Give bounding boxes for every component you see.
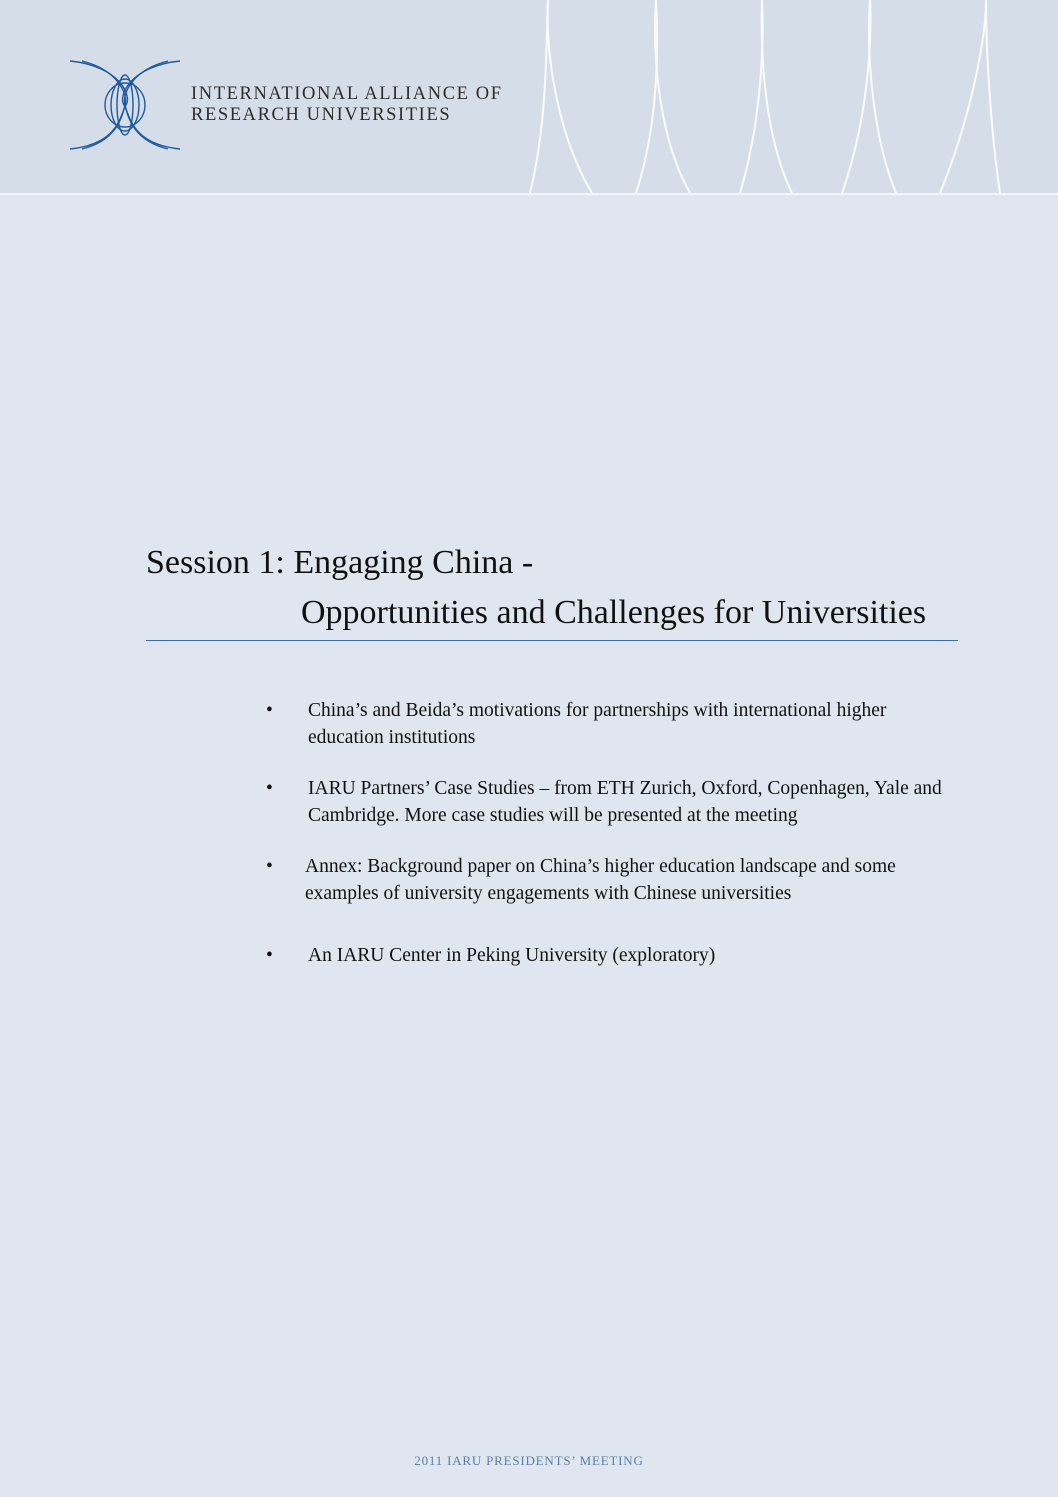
agenda-item-text: IARU Partners’ Case Studies – from ETH Zurich, Oxford, Copenhagen, Yale and Cambridge. More case studies will be presented at the meeting xyxy=(308,778,942,826)
session-title-line2: Opportunities and Challenges for Universities xyxy=(301,594,927,631)
title-underline-divider xyxy=(146,640,958,641)
agenda-item-text: An IARU Center in Peking University (exploratory) xyxy=(308,945,716,966)
agenda-item xyxy=(262,698,952,751)
agenda-item xyxy=(262,943,952,970)
agenda-item-text: China’s and Beida’s motivations for partnerships with international higher education institutions xyxy=(308,700,887,748)
bullet-icon: • xyxy=(266,700,273,721)
agenda-item xyxy=(262,854,952,907)
organization-name xyxy=(191,84,503,126)
session-title xyxy=(146,538,958,638)
bullet-icon: • xyxy=(266,778,273,799)
footer-meeting-label: 2011 IARU PRESIDENTS’ MEETING xyxy=(414,1453,644,1468)
organization-name-line1: INTERNATIONAL ALLIANCE OF xyxy=(191,84,503,104)
agenda-item-text: Annex: Background paper on China’s higher education landscape and some examples of university engagements with Chinese universities xyxy=(305,856,896,904)
session-title-line1: Session 1: Engaging China - xyxy=(146,544,534,581)
agenda-list xyxy=(262,698,952,995)
agenda-item xyxy=(262,776,952,829)
bullet-icon: • xyxy=(266,856,273,877)
iaru-logo-icon xyxy=(68,58,184,152)
organization-name-line2: RESEARCH UNIVERSITIES xyxy=(191,105,452,125)
bullet-icon: • xyxy=(266,945,273,966)
header-band xyxy=(0,0,1058,195)
